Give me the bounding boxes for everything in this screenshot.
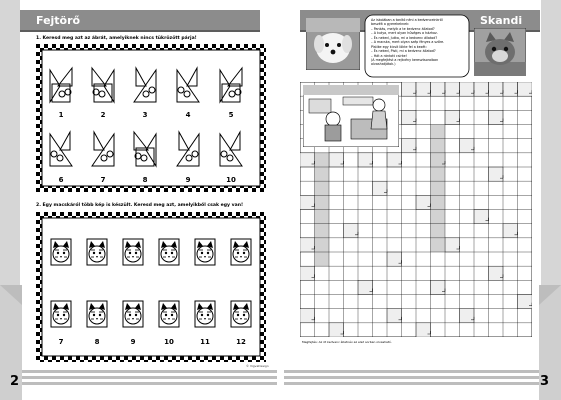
bubble-line: olvashatjátok.)	[371, 62, 396, 67]
puzzle2-label: 9	[130, 338, 136, 346]
credit: © VigvaDesign	[246, 364, 269, 368]
puzzle2-instruction: 2. Egy macskáról több kép is készült. Keresd meg azt, amelyikből csak egy van!	[36, 203, 244, 208]
bubble-line: – Pankás, melyik a te kedvenc állatod?	[371, 26, 435, 31]
bubble-line: – Hát a rántott csirke!	[371, 53, 407, 58]
puzzle1-label: 9	[185, 176, 191, 184]
shape-figure-icon	[90, 128, 116, 168]
cat-face-icon	[194, 238, 216, 266]
cat-face-icon	[50, 238, 72, 266]
shape-figure-icon	[218, 64, 244, 104]
shape-figure-icon	[132, 128, 158, 168]
dog-photo	[306, 18, 360, 70]
cat-face-icon	[230, 238, 252, 266]
page-number-left: 2	[10, 374, 20, 389]
shape-figure-icon	[48, 64, 74, 104]
bubble-line: Pistike egy kicsit lökte fel a kezét:	[371, 44, 427, 49]
puzzle1-label: 2	[100, 111, 106, 119]
puzzle1-label: 10	[226, 176, 236, 184]
speech-bubble-text	[371, 18, 465, 67]
puzzle1-label: 1	[58, 111, 64, 119]
puzzle2-label: 11	[200, 338, 210, 346]
bubble-line: – A kutya, mert olyan hűséges a házhoz.	[371, 31, 438, 36]
cat-face-icon	[230, 300, 252, 328]
puzzle1-instruction: 1. Keresd meg azt az ábrát, amelyiknek nincs tükrözött párja!	[36, 36, 197, 41]
page-number-right: 3	[540, 374, 550, 389]
shape-figure-icon	[175, 64, 201, 104]
cat-face-icon	[158, 300, 180, 328]
shape-figure-icon	[218, 128, 244, 168]
shape-figure-icon	[90, 64, 116, 104]
puzzle1-label: 4	[185, 111, 191, 119]
cartoon-illustration	[303, 85, 399, 147]
puzzle1-label: 8	[142, 176, 148, 184]
puzzle2-label: 12	[236, 338, 246, 346]
puzzle1-label: 5	[228, 111, 234, 119]
puzzle2-label: 10	[164, 338, 174, 346]
cat-face-icon	[122, 238, 144, 266]
bubble-line: (A megfejtést a rejtvény keresztsoraiban	[371, 57, 439, 62]
left-page-title: Fejtörő	[36, 14, 81, 27]
cat-face-icon	[50, 300, 72, 328]
puzzle1-label: 7	[100, 176, 106, 184]
puzzle1-label: 6	[58, 176, 64, 184]
shape-figure-icon	[132, 64, 158, 104]
cat-face-icon	[122, 300, 144, 328]
puzzle2-label: 7	[58, 338, 64, 346]
puzzle1-label: 3	[142, 111, 148, 119]
shape-figure-icon	[48, 128, 74, 168]
cat-face-icon	[158, 238, 180, 266]
cat-face-icon	[194, 300, 216, 328]
bubble-line: – A macska, mert olyan szép fényes a szőre.	[371, 40, 445, 45]
bubble-line: Az iskolában a tanító néni a kedvenceinkről	[371, 18, 443, 22]
cat-face-icon	[86, 238, 108, 266]
solution-line: Megfejtés: Az öt kedvenc állatnév az első sorban olvasható.	[302, 340, 392, 344]
right-page-title: Skandi	[480, 14, 523, 27]
bubble-line: beszélt a gyerekeknek:	[371, 22, 410, 27]
cat-photo	[474, 28, 526, 76]
shape-figure-icon	[175, 128, 201, 168]
puzzle2-label: 8	[94, 338, 100, 346]
bubble-line: – És neked, Pisti, mi a kedvenc állatod?	[371, 49, 436, 54]
bubble-line: – És neked, Jutka, mi a kedvenc állatod?	[371, 35, 438, 40]
cat-face-icon	[86, 300, 108, 328]
